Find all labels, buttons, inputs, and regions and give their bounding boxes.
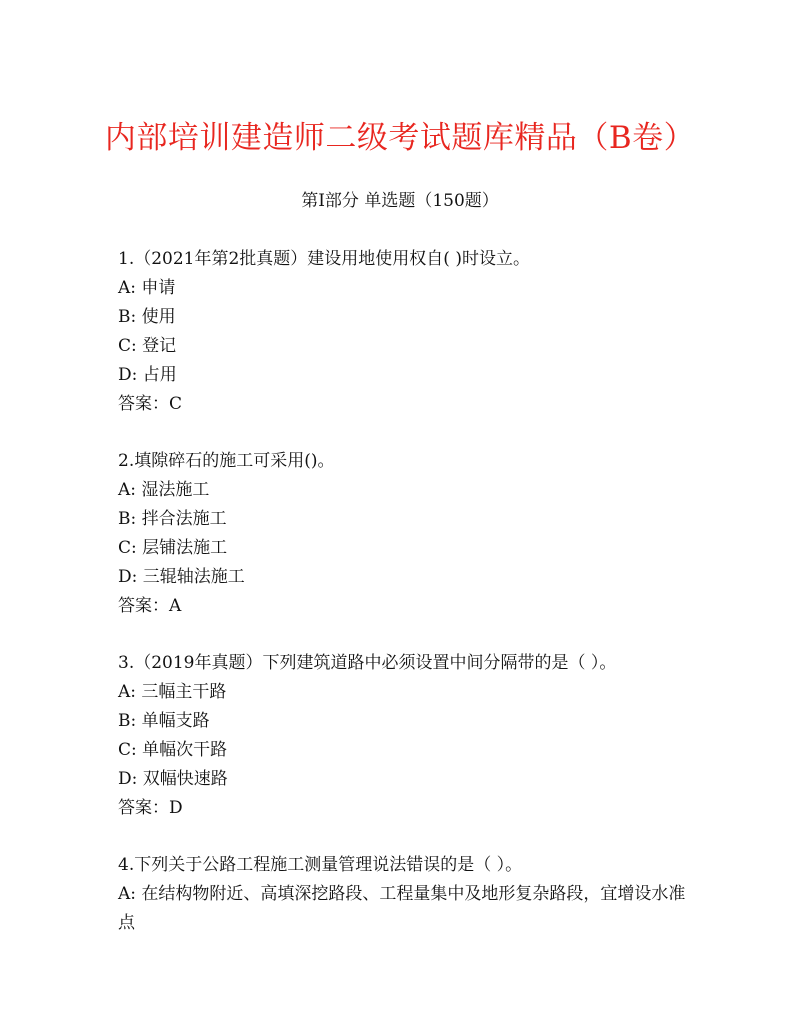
question-1: [118, 245, 698, 419]
section-title: 第I部分 单选题（150题）: [301, 191, 499, 211]
option-c: C: 单幅次干路: [118, 740, 228, 760]
answer-line: 答案：D: [118, 798, 183, 818]
answer-line: 答案：A: [118, 596, 182, 616]
option-a: A: 申请: [118, 278, 176, 298]
question-4: [118, 851, 698, 938]
option-a: A: 三幅主干路: [118, 682, 227, 702]
question-2: [118, 447, 698, 621]
document-title: 内部培训建造师二级考试题库精品（B卷）: [104, 120, 696, 156]
option-d: D: 三辊轴法施工: [118, 567, 245, 587]
option-d: D: 双幅快速路: [118, 769, 228, 789]
option-c: C: 登记: [118, 336, 177, 356]
option-b: B: 单幅支路: [118, 711, 210, 731]
option-b: B: 拌合法施工: [118, 509, 227, 529]
option-a: A: 在结构物附近、高填深挖路段、工程量集中及地形复杂路段，宜增设水准点: [118, 884, 686, 933]
option-a: A: 湿法施工: [118, 480, 210, 500]
question-stem: 3.（2019年真题）下列建筑道路中必须设置中间分隔带的是（ ）。: [118, 653, 617, 673]
question-stem: 1.（2021年第2批真题）建设用地使用权自( )时设立。: [118, 249, 530, 269]
question-list: [118, 245, 698, 966]
question-3: [118, 649, 698, 823]
option-b: B: 使用: [118, 307, 176, 327]
option-d: D: 占用: [118, 365, 177, 385]
option-c: C: 层铺法施工: [118, 538, 228, 558]
question-stem: 4.下列关于公路工程施工测量管理说法错误的是（ ）。: [118, 855, 523, 875]
question-stem: 2.填隙碎石的施工可采用()。: [118, 451, 335, 471]
answer-line: 答案：C: [118, 394, 183, 414]
